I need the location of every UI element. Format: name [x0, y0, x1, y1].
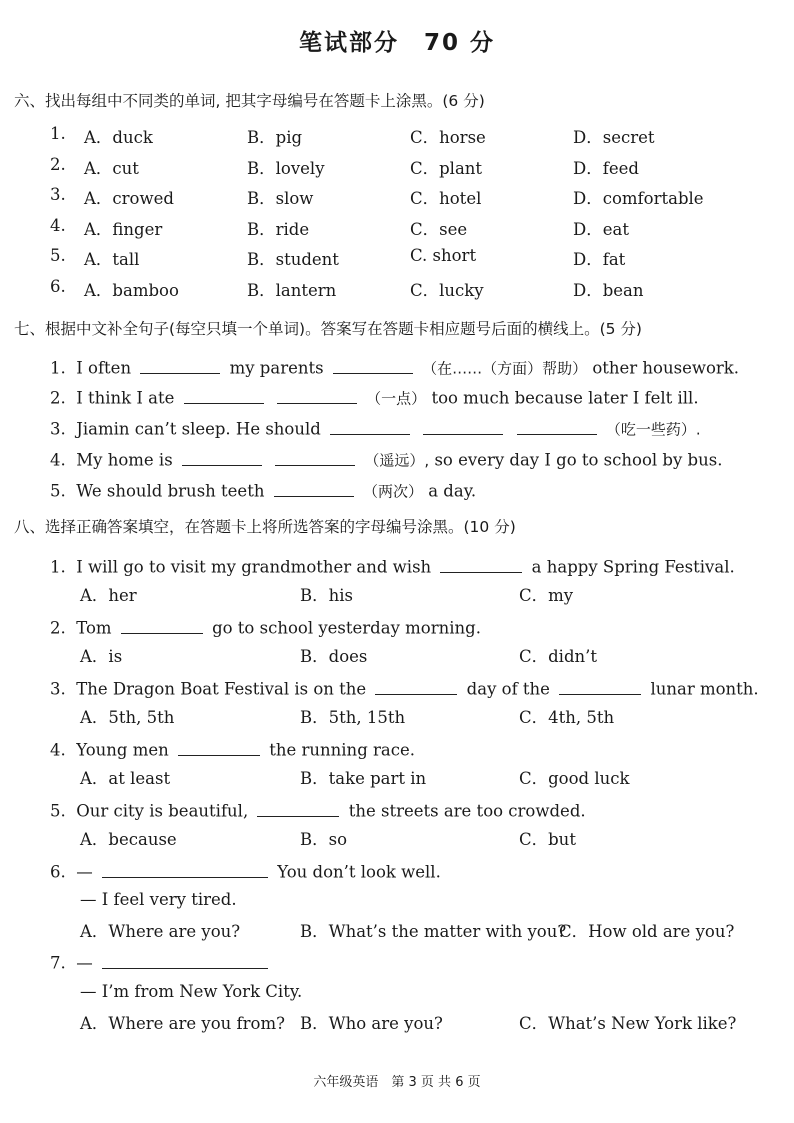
- option-c: C．plant: [410, 159, 483, 178]
- chinese-hint: （遥远）,: [364, 451, 430, 470]
- question-number: 7.: [50, 953, 66, 973]
- answer-blank[interactable]: [257, 799, 339, 817]
- option-c: C．lucky: [410, 281, 484, 300]
- option-c: C．good luck: [519, 769, 630, 788]
- question-text: The Dragon Boat Festival is on the: [76, 679, 367, 699]
- question-text: You don’t look well.: [277, 862, 441, 882]
- option-a: A．Where are you?: [80, 922, 241, 941]
- answer-blank[interactable]: [559, 677, 641, 695]
- option-a: A．her: [80, 586, 137, 605]
- question-text: a day.: [428, 481, 477, 501]
- option-b: B．his: [300, 586, 353, 605]
- section-7-heading: 七、根据中文补全句子(每空只填一个单词)。答案写在答题卡相应题号后面的横线上。(5 分): [14, 320, 642, 338]
- option-a: A．is: [80, 647, 123, 666]
- option-b: B．take part in: [300, 769, 427, 788]
- question-number: 5.: [50, 481, 66, 501]
- option-b: B．pig: [247, 128, 303, 147]
- option-a: A．because: [80, 830, 177, 849]
- answer-blank[interactable]: [277, 386, 357, 404]
- option-d: D．eat: [573, 220, 629, 239]
- option-c: C．4th, 5th: [519, 708, 615, 727]
- option-a: A．tall: [84, 250, 140, 269]
- answer-blank[interactable]: [375, 677, 457, 695]
- question-number: 2.: [50, 618, 66, 638]
- option-b: B．so: [300, 830, 348, 849]
- question-number: 3.: [50, 679, 66, 699]
- answer-blank[interactable]: [182, 448, 262, 466]
- question-number: 4.: [50, 740, 66, 760]
- option-b: B．Who are you?: [300, 1014, 443, 1033]
- mc-question: [50, 860, 441, 882]
- mc-question: [50, 738, 415, 760]
- mc-question: [50, 799, 586, 821]
- question-text: I often: [76, 358, 132, 378]
- question-text: Tom: [76, 618, 112, 638]
- option-a: A．bamboo: [84, 281, 179, 300]
- option-c: C．didn’t: [519, 647, 598, 666]
- dialogue-dash: —: [76, 862, 93, 882]
- question-text: We should brush teeth: [76, 481, 265, 501]
- page-title: 笔试部分 70 分: [298, 30, 495, 56]
- question-number: 1.: [50, 358, 66, 378]
- question-number: 2.: [50, 388, 66, 408]
- question-text: the streets are too crowded.: [348, 801, 586, 821]
- option-b: B．lantern: [247, 281, 337, 300]
- answer-blank[interactable]: [184, 386, 264, 404]
- answer-blank[interactable]: [333, 356, 413, 374]
- dialogue-dash: —: [76, 953, 93, 973]
- option-c: C．my: [519, 586, 574, 605]
- question-text: I think I ate: [76, 388, 175, 408]
- chinese-hint: （吃一些药）.: [605, 420, 701, 439]
- option-b: B．does: [300, 647, 368, 666]
- item-number: 6.: [50, 277, 66, 296]
- answer-blank[interactable]: [178, 738, 260, 756]
- question-number: 4.: [50, 450, 66, 470]
- option-a: A．duck: [84, 128, 153, 147]
- item-number: 1.: [50, 124, 66, 143]
- question-text: other housework.: [592, 358, 740, 378]
- question-text: too much because later I felt ill.: [431, 388, 699, 408]
- question-text: lunar month.: [650, 679, 759, 699]
- question-number: 5.: [50, 801, 66, 821]
- fill-in-question: [50, 479, 476, 502]
- dialogue-reply: — I feel very tired.: [80, 890, 237, 909]
- fill-in-question: [50, 356, 739, 379]
- answer-blank[interactable]: [274, 479, 354, 497]
- question-text: I will go to visit my grandmother and wish: [76, 557, 432, 577]
- option-c: C．see: [410, 220, 468, 239]
- option-a: A．finger: [84, 220, 163, 239]
- answer-blank[interactable]: [517, 417, 597, 435]
- item-number: 5.: [50, 246, 66, 265]
- option-c: C．horse: [410, 128, 486, 147]
- question-text: day of the: [466, 679, 550, 699]
- option-a: A．5th, 5th: [80, 708, 175, 727]
- dialogue-reply: — I’m from New York City.: [80, 982, 303, 1001]
- option-b: B．5th, 15th: [300, 708, 406, 727]
- answer-blank[interactable]: [275, 448, 355, 466]
- mc-question: [50, 555, 735, 577]
- option-c: C．How old are you?: [559, 922, 735, 941]
- question-number: 1.: [50, 557, 66, 577]
- mc-question: [50, 951, 272, 973]
- item-number: 4.: [50, 216, 66, 235]
- option-b: B．What’s the matter with you?: [300, 922, 567, 941]
- answer-blank[interactable]: [121, 616, 203, 634]
- question-text: so every day I go to school by bus.: [434, 450, 723, 470]
- answer-blank[interactable]: [330, 417, 410, 435]
- option-d: D．secret: [573, 128, 655, 147]
- item-number: 2.: [50, 155, 66, 174]
- answer-blank[interactable]: [140, 356, 220, 374]
- chinese-hint: （在……（方面）帮助）: [422, 359, 588, 378]
- question-text: My home is: [76, 450, 173, 470]
- fill-in-question: [50, 386, 699, 409]
- answer-blank[interactable]: [440, 555, 522, 573]
- question-text: go to school yesterday morning.: [212, 618, 481, 638]
- option-a: A．cut: [84, 159, 139, 178]
- option-c: C．hotel: [410, 189, 482, 208]
- section-6-heading: 六、找出每组中不同类的单词, 把其字母编号在答题卡上涂黑。(6 分): [14, 92, 485, 110]
- question-text: Young men: [76, 740, 169, 760]
- item-number: 3.: [50, 185, 66, 204]
- page-footer: 六年级英语 第 3 页 共 6 页: [313, 1075, 481, 1090]
- question-number: 3.: [50, 419, 66, 439]
- option-b: B．ride: [247, 220, 310, 239]
- option-c: C．What’s New York like?: [519, 1014, 737, 1033]
- question-number: 6.: [50, 862, 66, 882]
- option-d: D．feed: [573, 159, 639, 178]
- option-d: D．fat: [573, 250, 626, 269]
- option-d: D．comfortable: [573, 189, 704, 208]
- question-text: the running race.: [269, 740, 415, 760]
- question-text: a happy Spring Festival.: [531, 557, 735, 577]
- mc-question: [50, 677, 759, 699]
- option-b: B．slow: [247, 189, 314, 208]
- option-b: B．student: [247, 250, 339, 269]
- option-a: A．at least: [80, 769, 171, 788]
- option-a: A．Where are you from?: [80, 1014, 285, 1033]
- section-8-heading: 八、选择正确答案填空，在答题卡上将所选答案的字母编号涂黑。(10 分): [14, 518, 516, 536]
- answer-blank[interactable]: [102, 860, 268, 878]
- fill-in-question: [50, 448, 722, 471]
- answer-blank[interactable]: [102, 951, 268, 969]
- mc-question: [50, 616, 481, 638]
- question-text: Our city is beautiful,: [76, 801, 249, 821]
- option-a: A．crowed: [84, 189, 174, 208]
- option-c: C．but: [519, 830, 576, 849]
- option-c: C. short: [410, 246, 477, 265]
- fill-in-question: [50, 417, 701, 440]
- question-text: my parents: [229, 358, 324, 378]
- question-text: Jiamin can’t sleep. He should: [76, 419, 321, 439]
- chinese-hint: （两次）: [362, 482, 423, 501]
- option-d: D．bean: [573, 281, 644, 300]
- answer-blank[interactable]: [423, 417, 503, 435]
- option-b: B．lovely: [247, 159, 325, 178]
- chinese-hint: （一点）: [366, 389, 427, 408]
